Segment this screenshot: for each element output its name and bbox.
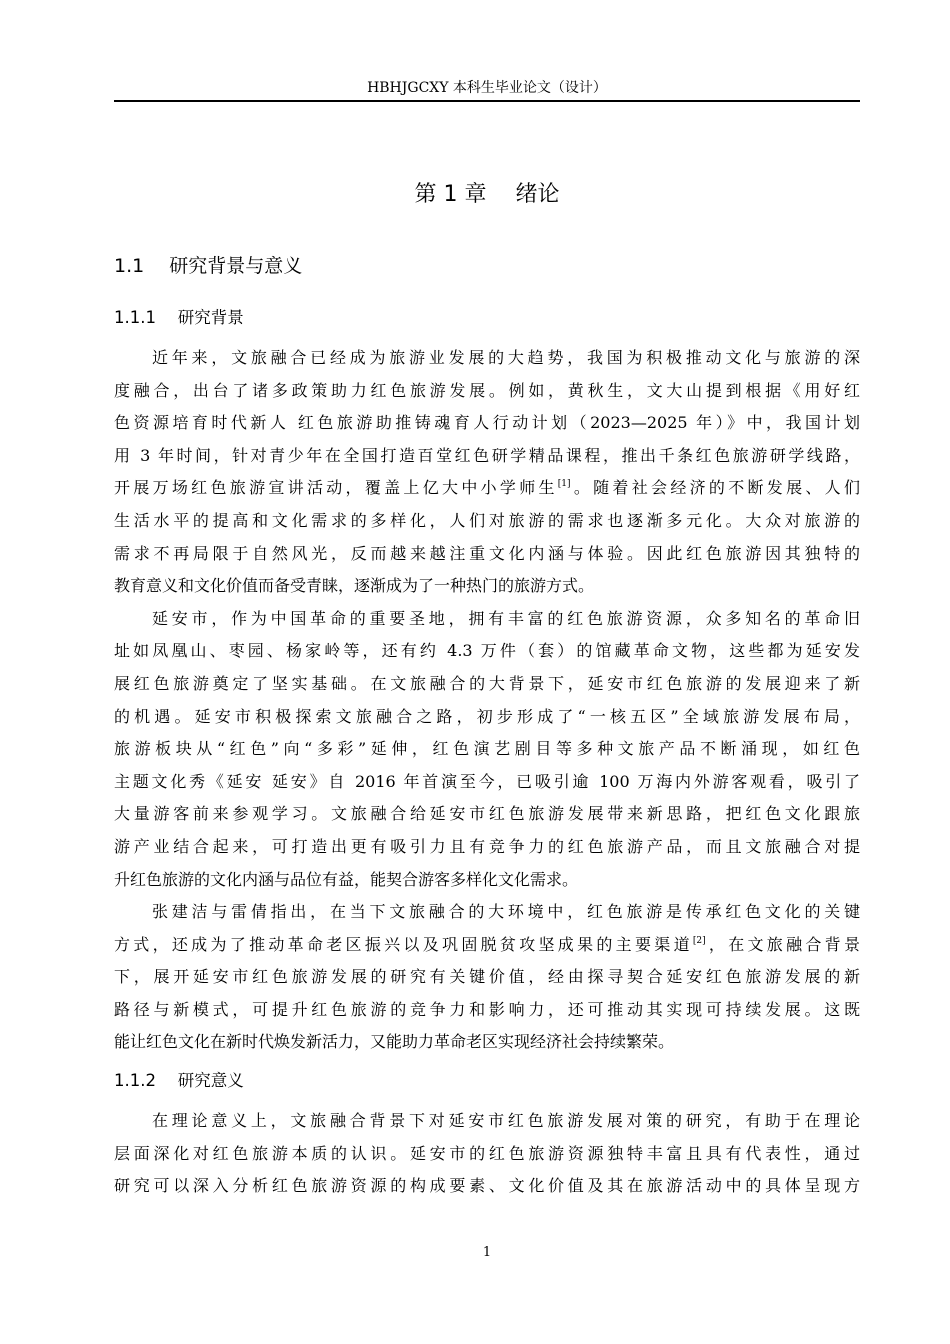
paragraph-line: 的机遇。延安市积极探索文旅融合之路，初步形成了“一核五区”全域旅游发展布局， bbox=[114, 706, 860, 726]
paragraph-line bbox=[114, 472, 860, 505]
paragraph-line: 近年来，文旅融合已经成为旅游业发展的大趋势，我国为积极推动文化与旅游的深 bbox=[152, 348, 860, 367]
paragraph-line: 能让红色文化在新时代焕发新活力，又能助力革命老区实现经济社会持续繁荣。 bbox=[114, 1032, 675, 1052]
paragraph-line: 在理论意义上，文旅融合背景下对延安市红色旅游发展对策的研究，有助于在理论 bbox=[152, 1111, 860, 1130]
line-text: 方式，还成为了推动革命老区振兴以及巩固脱贫攻坚成果的主要渠道 bbox=[114, 934, 693, 954]
paragraph-line: 生活水平的提高和文化需求的多样化，人们对旅游的需求也逐渐多元化。大众对旅游的 bbox=[114, 510, 860, 530]
paragraph-line: 大量游客前来参观学习。文旅融合给延安市红色旅游发展带来新思路，把红色文化跟旅 bbox=[114, 804, 860, 824]
paragraph-line: 张建洁与雷倩指出，在当下文旅融合的大环境中，红色旅游是传承红色文化的关键 bbox=[152, 902, 860, 922]
header-rule bbox=[114, 100, 860, 102]
subsection-heading-1-1-2: 1.1.2 研究意义 bbox=[114, 1071, 244, 1090]
citation-ref: [1] bbox=[557, 479, 571, 490]
paragraph-line: 延安市，作为中国革命的重要圣地，拥有丰富的红色旅游资源，众多知名的革命旧 bbox=[152, 608, 860, 628]
paragraph-line: 需求不再局限于自然风光，反而越来越注重文化内涵与体验。因此红色旅游因其独特的 bbox=[114, 543, 860, 563]
paragraph-line: 展红色旅游奠定了坚实基础。在文旅融合的大背景下，延安市红色旅游的发展迎来了新 bbox=[114, 673, 860, 693]
paragraph-line: 主题文化秀《延安 延安》自 2016 年首演至今，已吸引逾 100 万海内外游客观看，吸引了 bbox=[114, 771, 860, 791]
paragraph-line: 下，展开延安市红色旅游发展的研究有关键价值，经由探寻契合延安红色旅游发展的新 bbox=[114, 967, 860, 987]
page-number: 1 bbox=[482, 1245, 492, 1260]
paragraph-line: 度融合，出台了诸多政策助力红色旅游发展。例如，黄秋生，文大山提到根据《用好红 bbox=[114, 380, 860, 400]
paragraph-line: 用 3 年时间，针对青少年在全国打造百堂红色研学精品课程，推出千条红色旅游研学线路， bbox=[114, 445, 860, 465]
paragraph-line: 升红色旅游的文化内涵与品位有益，能契合游客多样化文化需求。 bbox=[114, 869, 579, 889]
section-body-1-1-2 bbox=[114, 1105, 860, 1203]
paragraph-line: 路径与新模式，可提升红色旅游的竞争力和影响力，还可推动其实现可持续发展。这既 bbox=[114, 999, 860, 1019]
paragraph-line: 层面深化对红色旅游本质的认识。延安市的红色旅游资源独特丰富且具有代表性，通过 bbox=[114, 1143, 860, 1163]
section-heading-1-1: 1.1 研究背景与意义 bbox=[114, 255, 303, 277]
paragraph-line: 研究可以深入分析红色旅游资源的构成要素、文化价值及其在旅游活动中的具体呈现方 bbox=[114, 1176, 860, 1196]
subsection-heading-1-1-1: 1.1.1 研究背景 bbox=[114, 308, 244, 327]
paragraph-line: 旅游板块从“红色”向“多彩”延伸，红色演艺剧目等多种文旅产品不断涌现，如红色 bbox=[114, 739, 860, 759]
section-body-1-1-1 bbox=[114, 342, 860, 1059]
line-text: 。随着社会经济的不断发展、人们 bbox=[570, 478, 860, 498]
chapter-title: 第 1 章 绪论 bbox=[414, 182, 560, 207]
paragraph-line: 游产业结合起来，可打造出更有吸引力且有竞争力的红色旅游产品，而且文旅融合对提 bbox=[114, 836, 860, 856]
running-header: HBHJGCXY 本科生毕业论文（设计） bbox=[367, 80, 607, 96]
line-text: ，在文旅融合背景 bbox=[705, 934, 860, 954]
paragraph-line: 址如凤凰山、枣园、杨家岭等，还有约 4.3 万件（套）的馆藏革命文物，这些都为延安发 bbox=[114, 641, 860, 661]
citation-ref: [2] bbox=[692, 935, 706, 946]
paragraph-line bbox=[114, 929, 860, 962]
line-text: 开展万场红色旅游宣讲活动，覆盖上亿大中小学师生 bbox=[114, 478, 558, 498]
paragraph-line: 教育意义和文化价值而备受青睐，逐渐成为了一种热门的旅游方式。 bbox=[114, 576, 595, 596]
paragraph-line: 色资源培育时代新人 红色旅游助推铸魂育人行动计划（2023—2025 年）》中，我国计划 bbox=[114, 413, 860, 433]
